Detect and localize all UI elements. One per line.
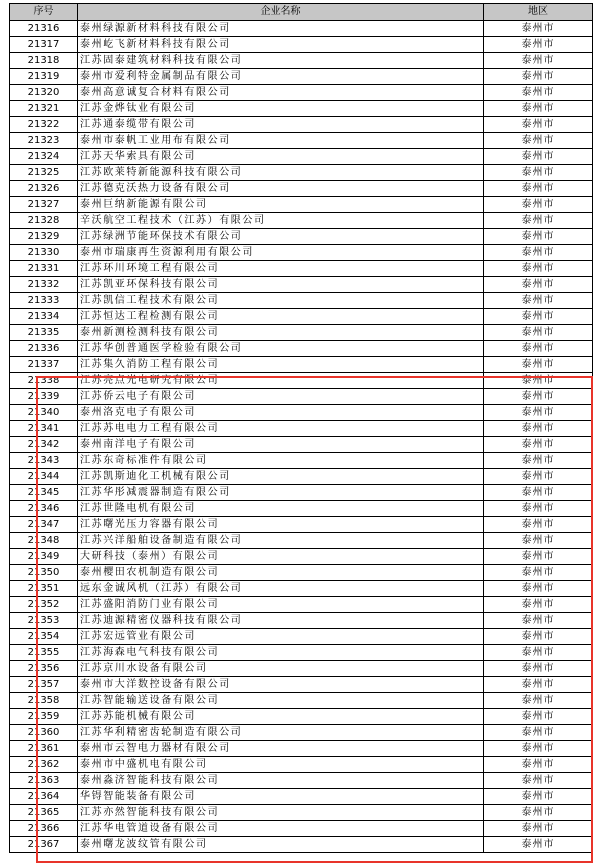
table-row [10,101,593,117]
cell-company-name: 泰州市大洋数控设备有限公司 [78,677,484,693]
cell-company-name: 泰州市爱利特金属制品有限公司 [78,69,484,85]
cell-id: 21364 [10,789,78,805]
cell-company-name: 泰州樱田农机制造有限公司 [78,565,484,581]
cell-region: 泰州市 [484,837,593,853]
cell-region: 泰州市 [484,21,593,37]
table-row [10,485,593,501]
cell-company-name: 江苏苏电电力工程有限公司 [78,421,484,437]
cell-id: 21346 [10,501,78,517]
table-row [10,245,593,261]
cell-id: 21321 [10,101,78,117]
cell-company-name: 江苏华创普通医学检验有限公司 [78,341,484,357]
cell-region: 泰州市 [484,741,593,757]
cell-company-name: 江苏恒达工程检测有限公司 [78,309,484,325]
table-row [10,501,593,517]
table-row [10,357,593,373]
cell-company-name: 江苏亦然智能科技有限公司 [78,805,484,821]
table-row [10,69,593,85]
cell-company-name: 江苏绿洲节能环保技术有限公司 [78,229,484,245]
cell-company-name: 江苏亮点光电研究有限公司 [78,373,484,389]
table-row [10,693,593,709]
table-row [10,149,593,165]
cell-region: 泰州市 [484,149,593,165]
cell-company-name: 大研科技（泰州）有限公司 [78,549,484,565]
cell-company-name: 江苏苏能机械有限公司 [78,709,484,725]
cell-id: 21358 [10,693,78,709]
cell-company-name: 泰州屹飞新材料科技有限公司 [78,37,484,53]
cell-company-name: 江苏世隆电机有限公司 [78,501,484,517]
table-row [10,53,593,69]
cell-company-name: 泰州曙龙波纹管有限公司 [78,837,484,853]
table-row [10,309,593,325]
cell-id: 21359 [10,709,78,725]
cell-id: 21337 [10,357,78,373]
table-row [10,405,593,421]
cell-id: 21340 [10,405,78,421]
table-row [10,229,593,245]
cell-company-name: 泰州市云智电力器材有限公司 [78,741,484,757]
cell-region: 泰州市 [484,549,593,565]
cell-region: 泰州市 [484,37,593,53]
table-row [10,629,593,645]
cell-id: 21349 [10,549,78,565]
cell-region: 泰州市 [484,709,593,725]
cell-region: 泰州市 [484,757,593,773]
table-row [10,181,593,197]
cell-region: 泰州市 [484,805,593,821]
cell-id: 21336 [10,341,78,357]
cell-company-name: 江苏凯亚环保科技有限公司 [78,277,484,293]
table-row [10,773,593,789]
table-row [10,805,593,821]
table-row [10,709,593,725]
cell-region: 泰州市 [484,277,593,293]
cell-id: 21329 [10,229,78,245]
table-row [10,821,593,837]
cell-region: 泰州市 [484,469,593,485]
table-row [10,581,593,597]
header-company-name: 企业名称 [78,4,484,21]
cell-region: 泰州市 [484,501,593,517]
company-list-table [9,3,593,853]
cell-company-name: 泰州绿源新材料科技有限公司 [78,21,484,37]
cell-company-name: 泰州市中盛机电有限公司 [78,757,484,773]
cell-region: 泰州市 [484,293,593,309]
table-row [10,469,593,485]
cell-company-name: 江苏兴洋船舶设备制造有限公司 [78,533,484,549]
cell-region: 泰州市 [484,117,593,133]
cell-company-name: 江苏侨云电子有限公司 [78,389,484,405]
table-row [10,533,593,549]
table-row [10,197,593,213]
table-row [10,453,593,469]
cell-id: 21324 [10,149,78,165]
table-row [10,213,593,229]
cell-company-name: 泰州南洋电子有限公司 [78,437,484,453]
table-row [10,677,593,693]
table-row [10,165,593,181]
cell-region: 泰州市 [484,421,593,437]
table-row [10,421,593,437]
table-header-row [10,4,593,21]
cell-region: 泰州市 [484,677,593,693]
table-row [10,85,593,101]
cell-company-name: 江苏金烨钛业有限公司 [78,101,484,117]
cell-region: 泰州市 [484,453,593,469]
cell-id: 21360 [10,725,78,741]
cell-id: 21348 [10,533,78,549]
cell-id: 21362 [10,757,78,773]
cell-id: 21353 [10,613,78,629]
cell-id: 21365 [10,805,78,821]
header-id: 序号 [10,4,78,21]
cell-company-name: 远东金诚风机（江苏）有限公司 [78,581,484,597]
cell-region: 泰州市 [484,389,593,405]
cell-company-name: 泰州新测检测科技有限公司 [78,325,484,341]
cell-region: 泰州市 [484,517,593,533]
cell-region: 泰州市 [484,229,593,245]
cell-company-name: 江苏京川水设备有限公司 [78,661,484,677]
cell-id: 21317 [10,37,78,53]
cell-region: 泰州市 [484,165,593,181]
cell-region: 泰州市 [484,341,593,357]
cell-region: 泰州市 [484,597,593,613]
table-body [10,21,593,853]
cell-id: 21356 [10,661,78,677]
cell-id: 21316 [10,21,78,37]
cell-company-name: 江苏集久消防工程有限公司 [78,357,484,373]
header-region: 地区 [484,4,593,21]
cell-id: 21354 [10,629,78,645]
cell-id: 21342 [10,437,78,453]
table-row [10,741,593,757]
cell-id: 21319 [10,69,78,85]
cell-region: 泰州市 [484,181,593,197]
cell-company-name: 江苏曙光压力容器有限公司 [78,517,484,533]
table-row [10,389,593,405]
cell-region: 泰州市 [484,693,593,709]
cell-id: 21331 [10,261,78,277]
cell-id: 21333 [10,293,78,309]
table-row [10,21,593,37]
cell-region: 泰州市 [484,565,593,581]
cell-id: 21326 [10,181,78,197]
table-row [10,789,593,805]
table-row [10,261,593,277]
table-row [10,325,593,341]
cell-region: 泰州市 [484,325,593,341]
table-row [10,341,593,357]
cell-id: 21344 [10,469,78,485]
cell-company-name: 江苏智能输送设备有限公司 [78,693,484,709]
cell-id: 21347 [10,517,78,533]
cell-id: 21350 [10,565,78,581]
cell-region: 泰州市 [484,629,593,645]
cell-id: 21355 [10,645,78,661]
cell-region: 泰州市 [484,661,593,677]
cell-region: 泰州市 [484,69,593,85]
cell-company-name: 泰州洛克电子有限公司 [78,405,484,421]
cell-company-name: 江苏环川环境工程有限公司 [78,261,484,277]
table-row [10,565,593,581]
cell-id: 21325 [10,165,78,181]
cell-id: 21352 [10,597,78,613]
cell-company-name: 江苏宏远管业有限公司 [78,629,484,645]
table-row [10,549,593,565]
cell-id: 21339 [10,389,78,405]
table-row [10,661,593,677]
table-row [10,117,593,133]
cell-id: 21351 [10,581,78,597]
cell-id: 21327 [10,197,78,213]
table-row [10,133,593,149]
cell-id: 21357 [10,677,78,693]
cell-id: 21322 [10,117,78,133]
cell-region: 泰州市 [484,725,593,741]
company-list-table-wrapper [9,3,592,853]
cell-company-name: 江苏德克沃热力设备有限公司 [78,181,484,197]
cell-region: 泰州市 [484,53,593,69]
table-row [10,37,593,53]
cell-region: 泰州市 [484,405,593,421]
cell-region: 泰州市 [484,821,593,837]
table-row [10,757,593,773]
table-row [10,517,593,533]
cell-company-name: 江苏凯信工程技术有限公司 [78,293,484,309]
cell-id: 21323 [10,133,78,149]
cell-region: 泰州市 [484,197,593,213]
cell-company-name: 江苏华利精密齿轮制造有限公司 [78,725,484,741]
cell-company-name: 江苏东奇标准件有限公司 [78,453,484,469]
cell-region: 泰州市 [484,789,593,805]
table-row [10,437,593,453]
cell-company-name: 江苏固泰建筑材料科技有限公司 [78,53,484,69]
cell-company-name: 泰州市泰帆工业用布有限公司 [78,133,484,149]
cell-id: 21332 [10,277,78,293]
table-row [10,597,593,613]
cell-id: 21335 [10,325,78,341]
cell-id: 21338 [10,373,78,389]
cell-id: 21366 [10,821,78,837]
table-row [10,725,593,741]
cell-region: 泰州市 [484,485,593,501]
cell-id: 21334 [10,309,78,325]
cell-company-name: 江苏通泰缆带有限公司 [78,117,484,133]
cell-id: 21320 [10,85,78,101]
cell-company-name: 江苏华彤减震器制造有限公司 [78,485,484,501]
cell-company-name: 泰州市瑞康再生资源利用有限公司 [78,245,484,261]
table-row [10,277,593,293]
cell-region: 泰州市 [484,773,593,789]
cell-region: 泰州市 [484,645,593,661]
cell-id: 21343 [10,453,78,469]
cell-id: 21345 [10,485,78,501]
cell-company-name: 江苏海森电气科技有限公司 [78,645,484,661]
cell-company-name: 泰州巨纳新能源有限公司 [78,197,484,213]
cell-company-name: 泰州高意诚复合材料有限公司 [78,85,484,101]
cell-company-name: 泰州淼济智能科技有限公司 [78,773,484,789]
cell-region: 泰州市 [484,581,593,597]
cell-company-name: 江苏盛阳消防门业有限公司 [78,597,484,613]
cell-region: 泰州市 [484,101,593,117]
cell-company-name: 江苏天华索具有限公司 [78,149,484,165]
cell-id: 21318 [10,53,78,69]
cell-company-name: 江苏欧莱特新能源科技有限公司 [78,165,484,181]
cell-company-name: 江苏迪源精密仪器科技有限公司 [78,613,484,629]
cell-id: 21330 [10,245,78,261]
cell-region: 泰州市 [484,133,593,149]
cell-region: 泰州市 [484,613,593,629]
cell-region: 泰州市 [484,245,593,261]
cell-region: 泰州市 [484,533,593,549]
cell-company-name: 华锝智能装备有限公司 [78,789,484,805]
table-row [10,837,593,853]
cell-company-name: 辛沃航空工程技术（江苏）有限公司 [78,213,484,229]
cell-region: 泰州市 [484,373,593,389]
cell-id: 21328 [10,213,78,229]
table-row [10,373,593,389]
cell-id: 21361 [10,741,78,757]
cell-id: 21341 [10,421,78,437]
cell-region: 泰州市 [484,213,593,229]
cell-id: 21367 [10,837,78,853]
cell-region: 泰州市 [484,85,593,101]
cell-region: 泰州市 [484,437,593,453]
table-row [10,645,593,661]
cell-company-name: 江苏华电管道设备有限公司 [78,821,484,837]
cell-id: 21363 [10,773,78,789]
table-row [10,613,593,629]
cell-company-name: 江苏凯斯迪化工机械有限公司 [78,469,484,485]
cell-region: 泰州市 [484,261,593,277]
table-row [10,293,593,309]
cell-region: 泰州市 [484,357,593,373]
cell-region: 泰州市 [484,309,593,325]
